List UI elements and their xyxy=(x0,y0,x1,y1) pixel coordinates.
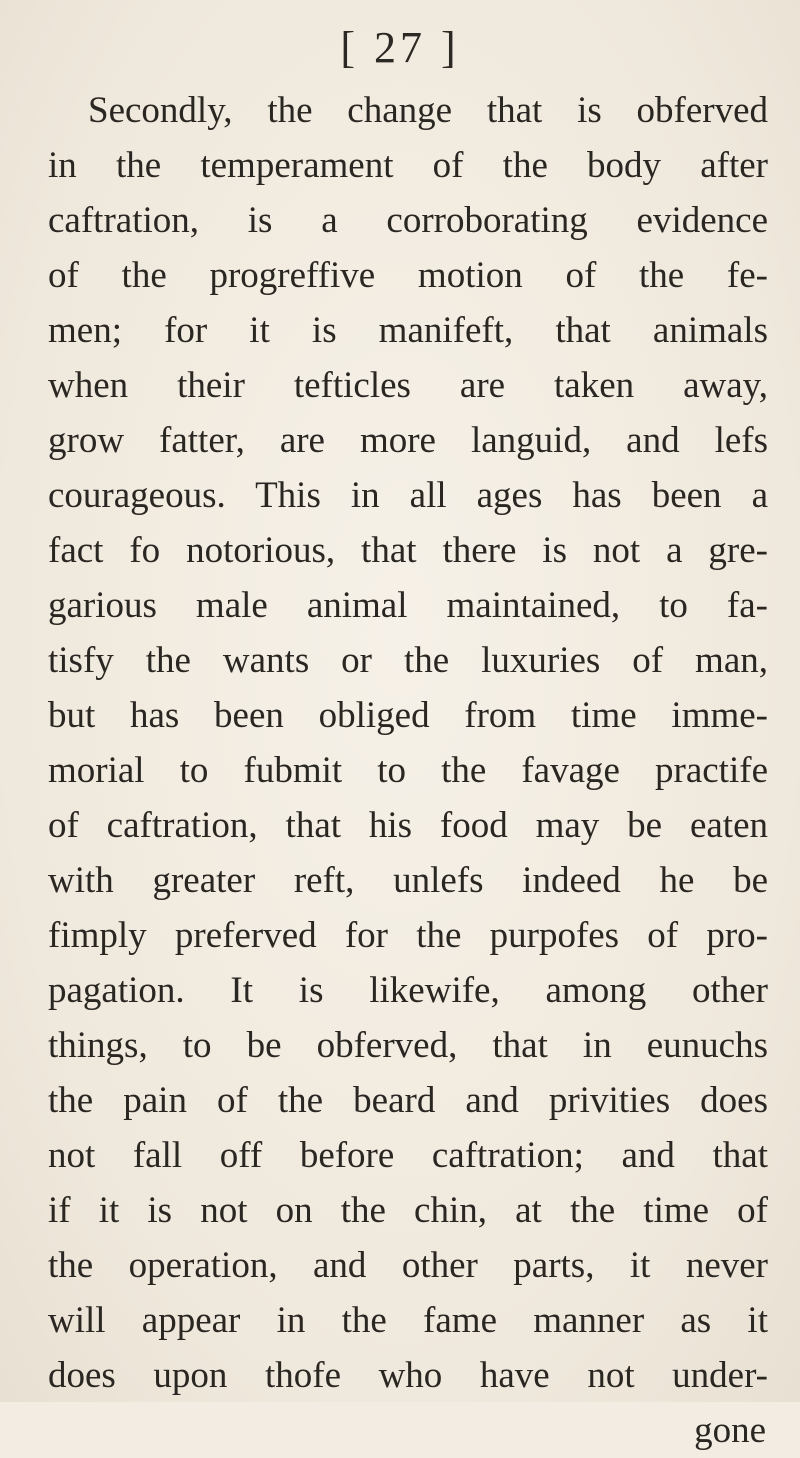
text-line: in the temperament of the body after xyxy=(48,145,768,186)
text-line: will appear in the fame manner as it xyxy=(48,1300,768,1341)
page-number: [ 27 ] xyxy=(340,23,460,72)
text-line: pagation. It is likewife, among other xyxy=(48,970,768,1011)
text-line: caftration, is a corroborating evidence xyxy=(48,200,768,241)
text-line: morial to fubmit to the favage practife xyxy=(48,750,768,791)
text-line: not fall off before caftration; and that xyxy=(48,1135,768,1176)
text-line: but has been obliged from time imme- xyxy=(48,695,768,736)
text-line: grow fatter, are more languid, and lefs xyxy=(48,420,768,461)
text-line: with greater reft, unlefs indeed he be xyxy=(48,860,768,901)
text-line: if it is not on the chin, at the time of xyxy=(48,1190,768,1231)
catchword: gone xyxy=(694,1410,766,1451)
text-line: the pain of the beard and privities does xyxy=(48,1080,768,1121)
text-line: tisfy the wants or the luxuries of man, xyxy=(48,640,768,681)
text-line: things, to be obferved, that in eunuchs xyxy=(48,1025,768,1066)
text-line: the operation, and other parts, it never xyxy=(48,1245,768,1286)
text-line: fact fo notorious, that there is not a gre- xyxy=(48,530,768,571)
text-line: when their tefticles are taken away, xyxy=(48,365,768,406)
text-line: garious male animal maintained, to fa- xyxy=(48,585,768,626)
text-line: does upon thofe who have not under- xyxy=(48,1355,768,1396)
text-line: Secondly, the change that is obferved xyxy=(88,90,768,131)
text-line: of the progreffive motion of the fe- xyxy=(48,255,768,296)
text-line: fimply preferved for the purpofes of pro- xyxy=(48,915,768,956)
body-text xyxy=(48,83,768,1458)
text-line: men; for it is manifeft, that animals xyxy=(48,310,768,351)
text-line: courageous. This in all ages has been a xyxy=(48,475,768,516)
text-line: of caftration, that his food may be eaten xyxy=(48,805,768,846)
